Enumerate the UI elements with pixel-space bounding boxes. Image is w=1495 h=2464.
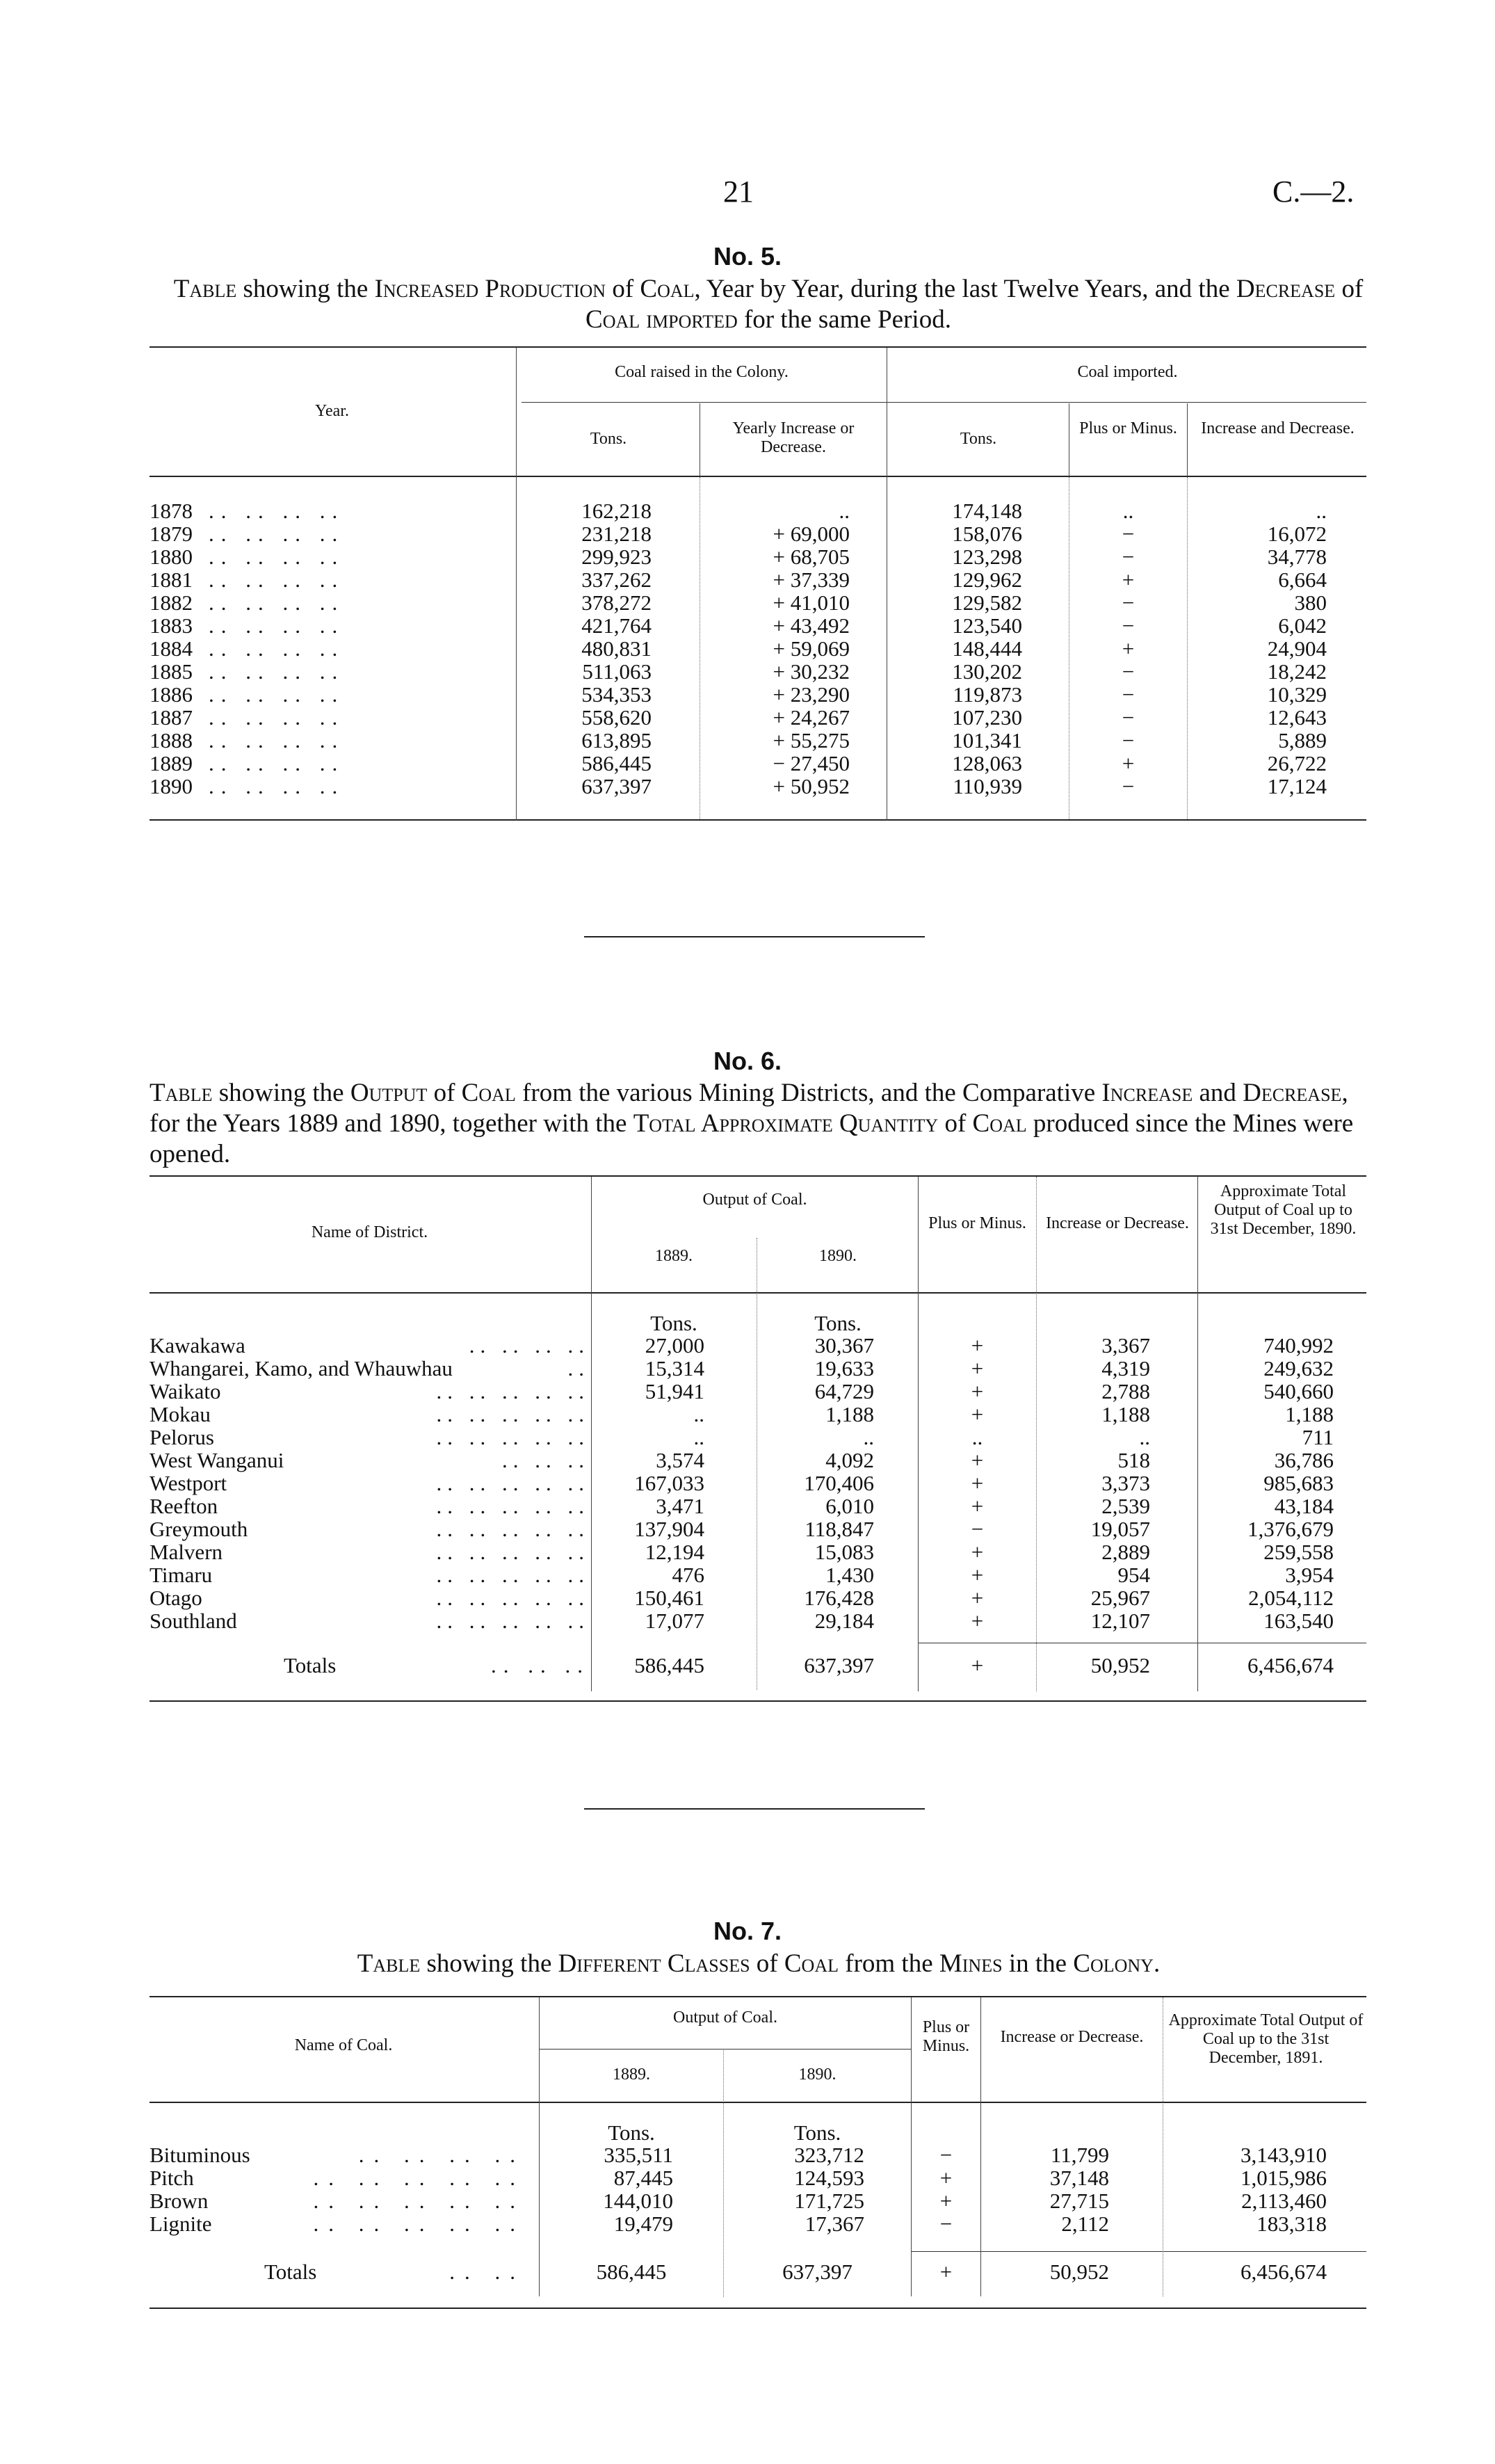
plus-minus-cell: +	[1122, 567, 1135, 592]
table5-caption-part: Decrease	[1236, 275, 1336, 303]
imported-cell: 123,298	[952, 545, 1022, 569]
plus-minus-cell: +	[1122, 636, 1135, 661]
district-name-cell: Timaru	[150, 1563, 213, 1587]
plus-minus-cell: −	[1122, 705, 1135, 730]
output-1889-cell: 51,941	[645, 1379, 704, 1403]
table5-caption-part: Coal imported	[585, 305, 738, 334]
yearly-change-cell: + 37,339	[773, 567, 850, 592]
dot-leader: .. .. .. ..	[209, 682, 345, 707]
dot-leader: .. .. .. .. ..	[436, 1609, 590, 1633]
table7-caption-part: .	[1153, 1949, 1161, 1978]
table7-header-inc-dec: Increase or Decrease.	[1000, 2028, 1144, 2046]
district-name-cell: Reefton	[150, 1494, 218, 1518]
output-1890-cell: 64,729	[814, 1379, 874, 1403]
district-name-cell: Westport	[150, 1471, 227, 1495]
change-cell: 518	[1117, 1448, 1150, 1472]
table7-caption-part: Mines	[939, 1949, 1003, 1978]
output-1889-cell: 12,194	[645, 1540, 704, 1564]
tons-unit-label: Tons.	[814, 1311, 862, 1335]
output-1890-cell: 176,428	[804, 1586, 874, 1610]
output-1889-cell: 476	[672, 1563, 704, 1587]
table5-header-inc-dec: Increase and Decrease.	[1201, 419, 1355, 437]
table5-header-tons-imported: Tons.	[960, 430, 997, 448]
plus-minus-cell: −	[971, 1517, 984, 1541]
yearly-change-cell: + 55,275	[773, 728, 850, 752]
table6-header-1890: 1890.	[819, 1247, 857, 1265]
yearly-change-cell: + 69,000	[773, 522, 850, 546]
table6-number: No. 6.	[713, 1047, 782, 1075]
dot-leader: .. .. .. .. ..	[436, 1586, 590, 1610]
tons-unit-label: Tons.	[608, 2120, 655, 2145]
plus-minus-cell: +	[971, 1448, 984, 1472]
output-1889-cell: 167,033	[634, 1471, 704, 1495]
table6-header-district: Name of District.	[311, 1223, 428, 1241]
totals-change-cell: 50,952	[1090, 1653, 1150, 1677]
district-name-cell: Waikato	[150, 1379, 221, 1403]
change-cell: 2,889	[1101, 1540, 1150, 1564]
plus-minus-cell: −	[1122, 590, 1135, 615]
change-cell: 37,148	[1049, 2166, 1109, 2190]
district-name-cell: Mokau	[150, 1402, 211, 1426]
change-cell: 12,643	[1267, 705, 1327, 730]
raised-cell: 534,353	[581, 682, 652, 707]
year-cell: 1886	[150, 682, 193, 707]
table5-caption-part: of	[606, 275, 640, 303]
imported-cell: 158,076	[952, 522, 1022, 546]
plus-minus-cell: −	[1122, 728, 1135, 752]
dot-leader: .. .. .. ..	[209, 567, 345, 592]
plus-minus-cell: +	[971, 1471, 984, 1495]
tons-unit-label: Tons.	[793, 2120, 841, 2145]
total-output-cell: 1,015,986	[1241, 2166, 1327, 2190]
change-cell: 4,319	[1101, 1356, 1150, 1380]
output-1890-cell: 171,725	[794, 2189, 864, 2213]
imported-cell: 119,873	[953, 682, 1022, 707]
year-cell: 1890	[150, 774, 193, 798]
table7-header-output: Output of Coal.	[673, 2008, 777, 2027]
district-name-cell: Malvern	[150, 1540, 223, 1564]
yearly-change-cell: ..	[839, 499, 850, 523]
dot-leader: .. .. .. ..	[209, 751, 345, 775]
output-1890-cell: ..	[863, 1425, 874, 1449]
totals-total-cell: 6,456,674	[1241, 2260, 1327, 2284]
plus-minus-cell: −	[1122, 774, 1135, 798]
change-cell: 6,664	[1278, 567, 1327, 592]
output-1890-cell: 29,184	[814, 1609, 874, 1633]
dot-leader: .. .. .. ..	[358, 2143, 525, 2167]
dot-leader: .. .. ..	[491, 1653, 590, 1677]
table7-number: No. 7.	[713, 1917, 782, 1945]
dot-leader: .. .. .. .. ..	[436, 1425, 590, 1449]
table6-caption-part: and	[1193, 1079, 1243, 1107]
totals-plus-minus-cell: +	[939, 2260, 953, 2284]
output-1890-cell: 19,633	[814, 1356, 874, 1380]
year-cell: 1888	[150, 728, 193, 752]
imported-cell: 110,939	[953, 774, 1022, 798]
dot-leader: .. .. .. .. ..	[436, 1494, 590, 1518]
raised-cell: 637,397	[581, 774, 652, 798]
total-output-cell: 1,376,679	[1247, 1517, 1334, 1541]
plus-minus-cell: −	[1122, 682, 1135, 707]
plus-minus-cell: +	[971, 1609, 984, 1633]
coal-class-cell: Brown	[150, 2189, 209, 2213]
table5-caption-part: of	[1335, 275, 1364, 303]
plus-minus-cell: −	[939, 2212, 953, 2236]
output-1890-cell: 118,847	[805, 1517, 874, 1541]
dot-leader: .. .. .. .. ..	[436, 1540, 590, 1564]
change-cell: 2,112	[1061, 2212, 1109, 2236]
change-cell: 2,539	[1101, 1494, 1150, 1518]
output-1889-cell: 27,000	[645, 1333, 704, 1358]
year-cell: 1880	[150, 545, 193, 569]
output-1889-cell: 15,314	[645, 1356, 704, 1380]
year-cell: 1878	[150, 499, 193, 523]
table7-caption-part: from the	[839, 1949, 939, 1978]
change-cell: 11,799	[1050, 2143, 1109, 2167]
section-divider-2	[584, 1808, 925, 1810]
change-cell: 25,967	[1090, 1586, 1150, 1610]
dot-leader: .. .. ..	[502, 1448, 590, 1472]
dot-leader: .. .. .. ..	[209, 728, 345, 752]
total-output-cell: 985,683	[1263, 1471, 1334, 1495]
yearly-change-cell: − 27,450	[773, 751, 850, 775]
imported-cell: 128,063	[952, 751, 1022, 775]
plus-minus-cell: +	[939, 2189, 953, 2213]
change-cell: 16,072	[1267, 522, 1327, 546]
dot-leader: .. .. .. .. ..	[313, 2189, 525, 2213]
table7-caption-part: Colony	[1073, 1949, 1154, 1978]
change-cell: 380	[1294, 590, 1327, 615]
dot-leader: .. .. .. ..	[209, 499, 345, 523]
table5-caption-part: , Year by Year, during the last Twelve Years, and the	[694, 275, 1236, 303]
yearly-change-cell: + 43,492	[773, 613, 850, 638]
plus-minus-cell: +	[971, 1494, 984, 1518]
imported-cell: 148,444	[952, 636, 1022, 661]
change-cell: 6,042	[1278, 613, 1327, 638]
totals-1889-cell: 586,445	[634, 1653, 704, 1677]
imported-cell: 123,540	[952, 613, 1022, 638]
table5-caption-part: for the same Period.	[737, 305, 951, 334]
dot-leader: .. .. .. ..	[209, 590, 345, 615]
change-cell: 24,904	[1267, 636, 1327, 661]
table5-caption-part: showing the	[236, 275, 375, 303]
district-name-cell: West Wanganui	[150, 1448, 284, 1472]
total-output-cell: 163,540	[1263, 1609, 1334, 1633]
district-name-cell: Kawakawa	[150, 1333, 245, 1358]
yearly-change-cell: + 23,290	[773, 682, 850, 707]
district-name-cell: Whangarei, Kamo, and Whauwhau	[150, 1356, 453, 1380]
plus-minus-cell: +	[971, 1333, 984, 1358]
change-cell: 954	[1117, 1563, 1150, 1587]
table6-caption-part: Coal	[461, 1079, 516, 1107]
totals-change-cell: 50,952	[1049, 2260, 1109, 2284]
totals-1890-cell: 637,397	[782, 2260, 852, 2284]
dot-leader: .. .. .. .. ..	[436, 1563, 590, 1587]
table7-header-total: Approximate Total Output of Coal up to the 31st December, 1891.	[1168, 2011, 1364, 2067]
imported-cell: 130,202	[952, 659, 1022, 684]
raised-cell: 511,063	[582, 659, 652, 684]
total-output-cell: 1,188	[1285, 1402, 1334, 1426]
coal-class-cell: Lignite	[150, 2212, 212, 2236]
table5-caption-part: Table	[173, 275, 237, 303]
district-name-cell: Otago	[150, 1586, 202, 1610]
plus-minus-cell: −	[1122, 545, 1135, 569]
table6-header-total: Approximate Total Output of Coal up to 31st December, 1890.	[1210, 1182, 1357, 1238]
table7-caption-part: in the	[1002, 1949, 1074, 1978]
year-cell: 1879	[150, 522, 193, 546]
plus-minus-cell: −	[1122, 613, 1135, 638]
yearly-change-cell: + 30,232	[773, 659, 850, 684]
plus-minus-cell: −	[1122, 659, 1135, 684]
dot-leader: .. .. .. .. ..	[436, 1402, 590, 1426]
table6-caption-part: of	[938, 1109, 973, 1138]
table6-caption-part: Decrease	[1243, 1079, 1342, 1107]
output-1889-cell: 150,461	[634, 1586, 704, 1610]
imported-cell: 101,341	[952, 728, 1022, 752]
dot-leader: .. .. .. .. ..	[436, 1517, 590, 1541]
coal-class-cell: Bituminous	[150, 2143, 250, 2167]
output-1889-cell: 137,904	[634, 1517, 704, 1541]
output-1890-cell: 4,092	[825, 1448, 874, 1472]
totals-plus-minus-cell: +	[971, 1653, 984, 1677]
raised-cell: 421,764	[581, 613, 652, 638]
table6-caption-part: showing the	[212, 1079, 350, 1107]
change-cell: ..	[1139, 1425, 1150, 1449]
document-reference: C.—2.	[1272, 175, 1355, 209]
plus-minus-cell: ..	[1122, 499, 1134, 523]
output-1890-cell: 30,367	[814, 1333, 874, 1358]
year-cell: 1889	[150, 751, 193, 775]
dot-leader: .. .. .. .. ..	[313, 2166, 525, 2190]
district-name-cell: Pelorus	[150, 1425, 214, 1449]
total-output-cell: 540,660	[1263, 1379, 1334, 1403]
district-name-cell: Southland	[150, 1609, 237, 1633]
total-output-cell: 259,558	[1263, 1540, 1334, 1564]
totals-label: Totals	[264, 2260, 317, 2284]
table6-header-output: Output of Coal.	[702, 1191, 807, 1209]
dot-leader: .. .. .. ..	[209, 522, 345, 546]
output-1890-cell: 17,367	[805, 2212, 864, 2236]
output-1889-cell: 144,010	[603, 2189, 673, 2213]
output-1889-cell: 335,511	[604, 2143, 673, 2167]
table7-caption-part: Table	[357, 1949, 421, 1978]
table7-header-name: Name of Coal.	[294, 2036, 393, 2054]
raised-cell: 378,272	[581, 590, 652, 615]
table7-header-plus-minus: Plus or Minus.	[922, 2018, 970, 2055]
change-cell: 27,715	[1049, 2189, 1109, 2213]
dot-leader: .. .. .. ..	[209, 613, 345, 638]
plus-minus-cell: +	[1122, 751, 1135, 775]
page-number: 21	[723, 175, 754, 209]
change-cell: 3,373	[1101, 1471, 1150, 1495]
change-cell: 19,057	[1090, 1517, 1150, 1541]
table6-header-plus-minus: Plus or Minus.	[928, 1214, 1026, 1232]
imported-cell: 129,582	[952, 590, 1022, 615]
change-cell: 1,188	[1101, 1402, 1150, 1426]
table6-caption-part: of	[427, 1079, 462, 1107]
change-cell: 26,722	[1267, 751, 1327, 775]
table7-header-1889: 1889.	[613, 2066, 650, 2084]
table6-caption-part: Table	[150, 1079, 213, 1107]
coal-class-cell: Pitch	[150, 2166, 194, 2190]
totals-1890-cell: 637,397	[804, 1653, 874, 1677]
output-1890-cell: 6,010	[825, 1494, 874, 1518]
dot-leader: .. .. .. ..	[209, 636, 345, 661]
table6-header-inc-dec: Increase or Decrease.	[1046, 1214, 1189, 1232]
raised-cell: 162,218	[581, 499, 652, 523]
dot-leader: .. .. .. ..	[209, 545, 345, 569]
table5-caption-part: Coal	[640, 275, 695, 303]
tons-unit-label: Tons.	[650, 1311, 697, 1335]
yearly-change-cell: + 68,705	[773, 545, 850, 569]
output-1889-cell: 3,471	[656, 1494, 704, 1518]
dot-leader: .. .. .. .. ..	[436, 1379, 590, 1403]
table6-caption-part: Output	[350, 1079, 428, 1107]
output-1889-cell: 3,574	[656, 1448, 704, 1472]
output-1890-cell: 1,188	[825, 1402, 874, 1426]
table6-header-1889: 1889.	[655, 1247, 693, 1265]
change-cell: 3,367	[1101, 1333, 1150, 1358]
table5-header-plus-minus: Plus or Minus.	[1079, 419, 1177, 437]
table6-caption-part: produced since the Mines were opened.	[150, 1109, 1354, 1168]
imported-cell: 129,962	[952, 567, 1022, 592]
output-1889-cell: 87,445	[613, 2166, 673, 2190]
imported-cell: 107,230	[952, 705, 1022, 730]
imported-cell: 174,148	[952, 499, 1022, 523]
table6-caption-part: from the various Mining Districts, and the Comparative	[515, 1079, 1102, 1107]
year-cell: 1887	[150, 705, 193, 730]
plus-minus-cell: +	[939, 2166, 953, 2190]
raised-cell: 558,620	[581, 705, 652, 730]
output-1890-cell: 323,712	[794, 2143, 864, 2167]
table6-caption	[150, 1078, 1368, 1170]
change-cell: 10,329	[1267, 682, 1327, 707]
raised-cell: 337,262	[581, 567, 652, 592]
plus-minus-cell: +	[971, 1379, 984, 1403]
total-output-cell: 249,632	[1263, 1356, 1334, 1380]
table6-caption-part: Total Approximate Quantity	[633, 1109, 939, 1138]
output-1889-cell: ..	[693, 1425, 704, 1449]
output-1890-cell: 1,430	[825, 1563, 874, 1587]
table7-caption-part: Coal	[784, 1949, 839, 1978]
output-1889-cell: ..	[693, 1402, 704, 1426]
output-1889-cell: 19,479	[613, 2212, 673, 2236]
dot-leader: ..	[567, 1356, 590, 1380]
plus-minus-cell: +	[971, 1586, 984, 1610]
table6-caption-part: Increase	[1101, 1079, 1193, 1107]
plus-minus-cell: −	[939, 2143, 953, 2167]
section-divider	[584, 936, 925, 937]
table5-header-yearly: Yearly Increase or Decrease.	[732, 419, 855, 456]
total-output-cell: 2,113,460	[1241, 2189, 1327, 2213]
total-output-cell: 711	[1302, 1425, 1334, 1449]
change-cell: 5,889	[1278, 728, 1327, 752]
table5-header-coal-imported: Coal imported.	[1077, 363, 1178, 381]
raised-cell: 231,218	[581, 522, 652, 546]
output-1890-cell: 124,593	[794, 2166, 864, 2190]
total-output-cell: 3,954	[1285, 1563, 1334, 1587]
table7-caption-part: Different Classes	[558, 1949, 750, 1978]
change-cell: 18,242	[1267, 659, 1327, 684]
change-cell: 12,107	[1090, 1609, 1150, 1633]
total-output-cell: 3,143,910	[1241, 2143, 1327, 2167]
output-1890-cell: 170,406	[804, 1471, 874, 1495]
total-output-cell: 2,054,112	[1248, 1586, 1334, 1610]
dot-leader: .. .. .. ..	[469, 1333, 590, 1358]
yearly-change-cell: + 59,069	[773, 636, 850, 661]
raised-cell: 613,895	[581, 728, 652, 752]
raised-cell: 586,445	[581, 751, 652, 775]
change-cell: 2,788	[1101, 1379, 1150, 1403]
total-output-cell: 43,184	[1274, 1494, 1334, 1518]
totals-1889-cell: 586,445	[596, 2260, 667, 2284]
output-1889-cell: 17,077	[645, 1609, 704, 1633]
plus-minus-cell: −	[1122, 522, 1135, 546]
total-output-cell: 183,318	[1256, 2212, 1327, 2236]
table7-header-1890: 1890.	[798, 2066, 837, 2084]
yearly-change-cell: + 24,267	[773, 705, 850, 730]
year-cell: 1883	[150, 613, 193, 638]
raised-cell: 299,923	[581, 545, 652, 569]
total-output-cell: 36,786	[1274, 1448, 1334, 1472]
year-cell: 1884	[150, 636, 193, 661]
output-1890-cell: 15,083	[814, 1540, 874, 1564]
plus-minus-cell: +	[971, 1540, 984, 1564]
totals-total-cell: 6,456,674	[1247, 1653, 1334, 1677]
dot-leader: .. .. .. ..	[209, 659, 345, 684]
district-name-cell: Greymouth	[150, 1517, 248, 1541]
table7-caption-part: showing the	[420, 1949, 558, 1978]
yearly-change-cell: + 41,010	[773, 590, 850, 615]
table6-caption-part: Coal	[972, 1109, 1027, 1138]
year-cell: 1885	[150, 659, 193, 684]
table5-caption-part: Increased Production	[374, 275, 606, 303]
plus-minus-cell: +	[971, 1563, 984, 1587]
dot-leader: .. .. .. ..	[209, 705, 345, 730]
table5-header-tons: Tons.	[590, 430, 627, 448]
table7-caption-part: of	[750, 1949, 784, 1978]
dot-leader: .. .. .. ..	[209, 774, 345, 798]
raised-cell: 480,831	[581, 636, 652, 661]
table5-number: No. 5.	[713, 242, 782, 271]
dot-leader: .. .. .. .. ..	[436, 1471, 590, 1495]
change-cell: 34,778	[1267, 545, 1327, 569]
dot-leader: .. .. .. .. ..	[313, 2212, 525, 2236]
table6-caption-part: , for the Years 1889 and 1890, together with the	[150, 1079, 1348, 1138]
change-cell: ..	[1316, 499, 1327, 523]
plus-minus-cell: ..	[971, 1425, 983, 1449]
table5-header-year: Year.	[315, 402, 349, 420]
table5-header-coal-raised: Coal raised in the Colony.	[615, 363, 789, 381]
total-output-cell: 740,992	[1263, 1333, 1334, 1358]
yearly-change-cell: + 50,952	[773, 774, 850, 798]
plus-minus-cell: +	[971, 1356, 984, 1380]
table5-caption	[170, 274, 1366, 335]
totals-label: Totals	[284, 1653, 337, 1677]
plus-minus-cell: +	[971, 1402, 984, 1426]
year-cell: 1882	[150, 590, 193, 615]
table7-caption	[150, 1949, 1368, 1979]
change-cell: 17,124	[1267, 774, 1327, 798]
dot-leader: .. ..	[449, 2260, 525, 2284]
year-cell: 1881	[150, 567, 193, 592]
